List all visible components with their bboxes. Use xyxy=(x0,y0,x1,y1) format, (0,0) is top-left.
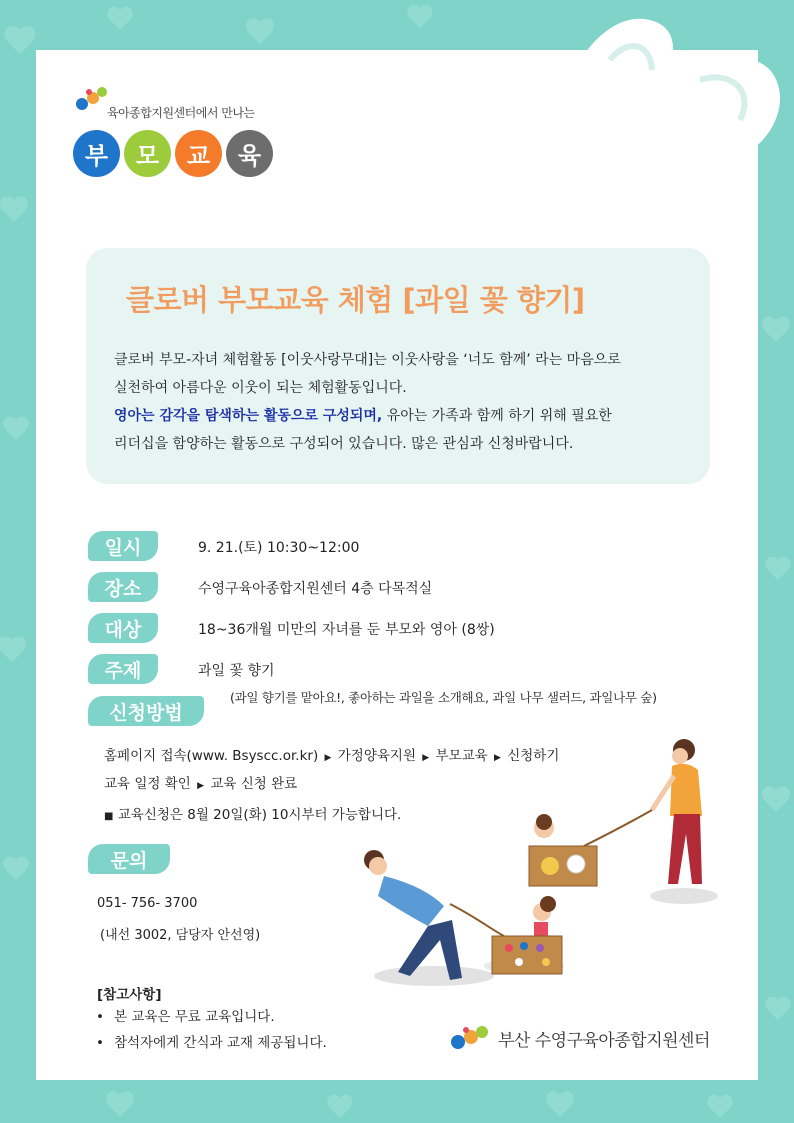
center-logo-icon xyxy=(448,1024,492,1052)
ribbon-bow-decoration xyxy=(540,0,794,260)
square-bullet-icon: ■ xyxy=(104,811,114,822)
method-step-4: 신청하기 xyxy=(507,748,560,764)
header-subtitle: 육아종합지원센터에서 만나는 xyxy=(107,106,255,120)
program-title: 클로버 부모교육 체험 [과일 꽃 향기] xyxy=(126,283,585,317)
arrow-right-icon: ▶ xyxy=(422,753,430,763)
date-value: 9. 21.(토) 10:30~12:00 xyxy=(198,540,360,556)
intro-line-1: 클로버 부모-자녀 체험활동 [이웃사랑무대]는 이웃사랑을 ‘너도 함께’ 라는 마음으로 xyxy=(114,352,621,368)
footer xyxy=(448,1024,710,1052)
arrow-right-icon: ▶ xyxy=(197,781,205,791)
method-step-2: 가정양육지원 xyxy=(337,748,416,764)
place-value: 수영구육아종합지원센터 4층 다목적실 xyxy=(198,581,433,597)
topic-value: 과일 꽃 향기 xyxy=(198,663,275,679)
notes-title: [참고사항] xyxy=(97,987,162,1003)
arrow-right-icon: ▶ xyxy=(324,753,332,763)
topic-label: 주제 xyxy=(88,654,158,684)
intro-line-3-rest: 유아는 가족과 함께 하기 위해 필요한 xyxy=(382,408,612,424)
place-label: 장소 xyxy=(88,572,158,602)
contact-label: 문의 xyxy=(88,844,170,874)
intro-line-4: 리더십을 함양하는 활동으로 구성되어 있습니다. 많은 관심과 신청바랍니다. xyxy=(114,436,574,452)
date-label: 일시 xyxy=(88,531,158,561)
method-notice-text: 교육신청은 8월 20일(화) 10시부터 가능합니다. xyxy=(117,807,402,823)
list-item: • 본 교육은 무료 교육입니다. xyxy=(96,1004,327,1030)
method-step-6: 교육 신청 완료 xyxy=(210,776,298,792)
method-step-1: 홈페이지 접속(www. Bsyscc.or.kr) xyxy=(104,748,319,764)
title-char-4: 육 xyxy=(226,130,273,177)
contact-phone: 051- 756- 3700 xyxy=(97,896,198,911)
center-logo-icon xyxy=(74,84,110,114)
intro-line-3 xyxy=(114,402,704,430)
title-char-1: 부 xyxy=(73,130,120,177)
family-illustration xyxy=(354,736,734,996)
arrow-right-icon: ▶ xyxy=(493,753,501,763)
bullet-icon: • xyxy=(96,1009,104,1025)
method-label: 신청방법 xyxy=(88,696,204,726)
intro-emphasis: 영아는 감각을 탐색하는 활동으로 구성되며, xyxy=(114,408,383,424)
target-value: 18~36개월 미만의 자녀를 둔 부모와 영아 (8쌍) xyxy=(198,622,495,638)
intro-box xyxy=(86,248,710,484)
method-step-line-2 xyxy=(104,772,297,792)
title-circles xyxy=(73,130,273,177)
footer-org-name: 부산 수영구육아종합지원센터 xyxy=(498,1030,710,1051)
method-step-3: 부모교육 xyxy=(435,748,488,764)
title-char-2: 모 xyxy=(124,130,171,177)
notes-list xyxy=(96,1004,327,1056)
intro-line-2: 실천하여 아름다운 이웃이 되는 체험활동입니다. xyxy=(114,380,407,396)
intro-text xyxy=(114,346,704,458)
target-label: 대상 xyxy=(88,613,158,643)
bullet-icon: • xyxy=(96,1035,104,1051)
topic-sub: (과일 향기를 맡아요!, 좋아하는 과일을 소개해요, 과일 나무 샐러드, 과일나무 숲) xyxy=(230,690,657,705)
list-item: • 참석자에게 간식과 교재 제공됩니다. xyxy=(96,1030,327,1056)
method-step-5: 교육 일정 확인 xyxy=(104,776,191,792)
title-char-3: 교 xyxy=(175,130,222,177)
contact-ext: (내선 3002, 담당자 안선영) xyxy=(100,928,261,943)
